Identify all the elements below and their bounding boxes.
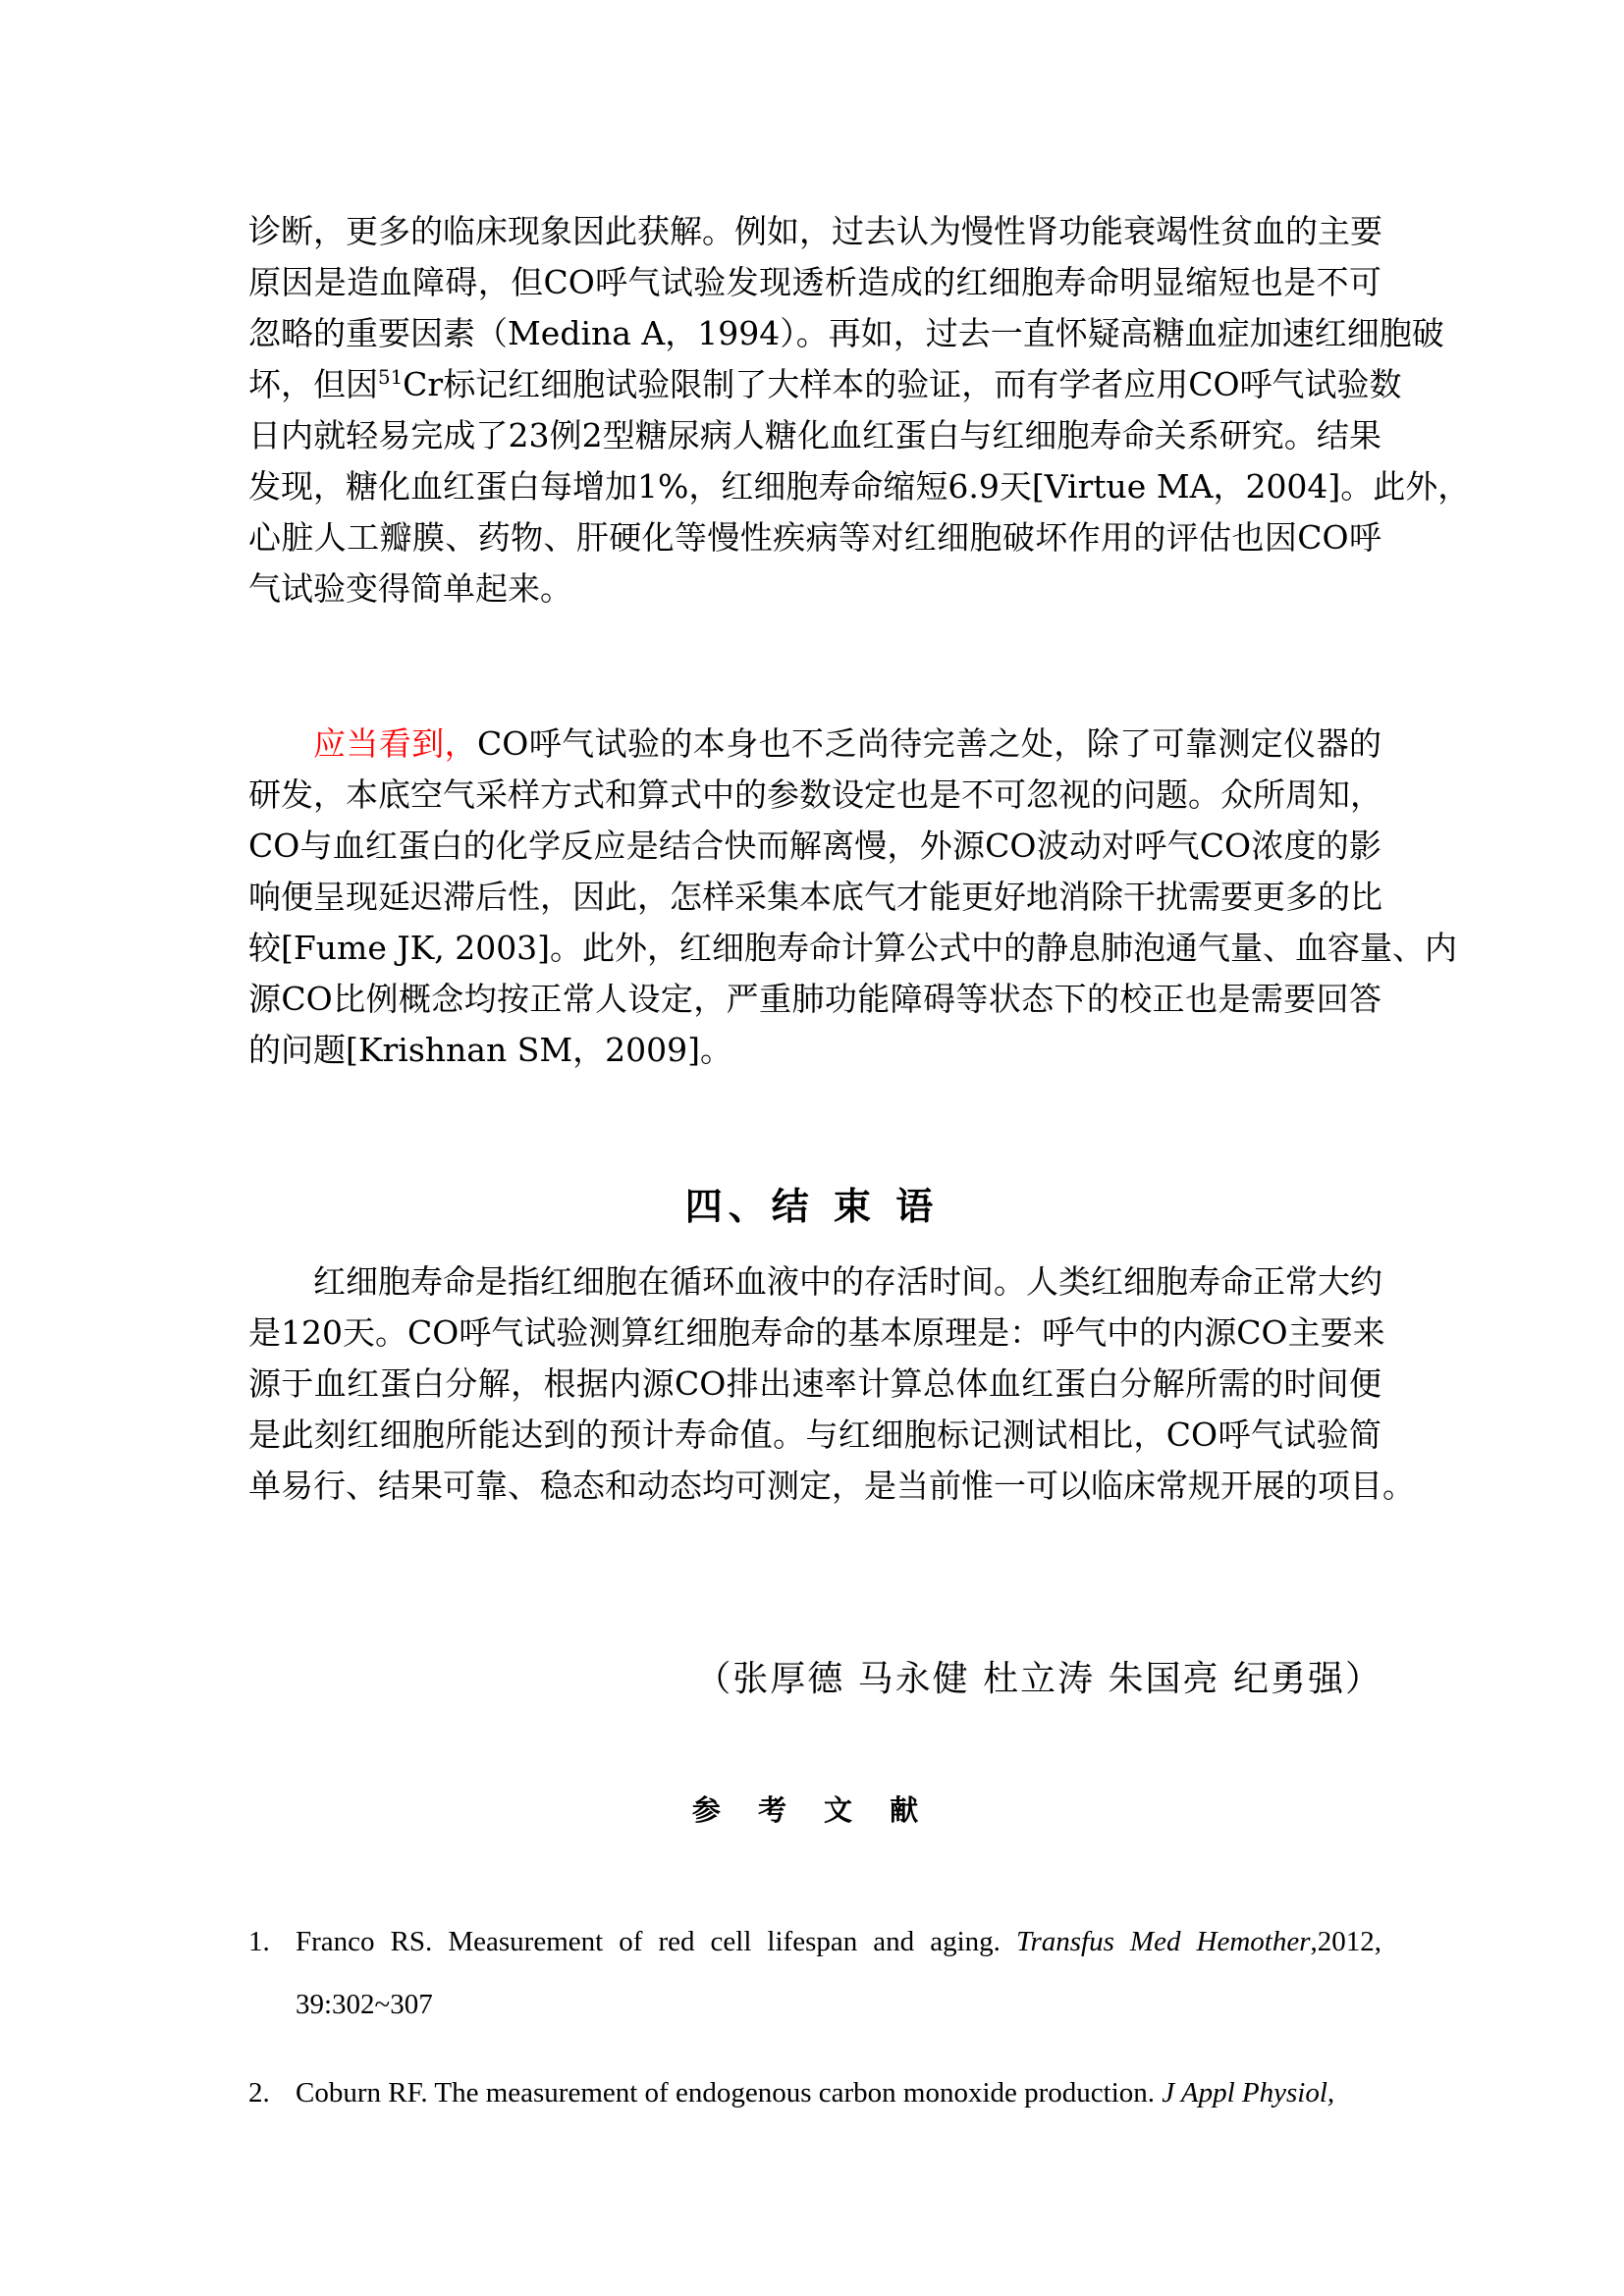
reference-item	[248, 1910, 1381, 2036]
paragraph-diagnosis	[248, 206, 1471, 614]
text-line: 忽略的重要因素（Medina A，1994）。再如，过去一直怀疑高糖血症加速红细胞破	[248, 314, 1444, 352]
paragraph-conclusion	[248, 1256, 1415, 1512]
reference-body	[248, 2061, 1381, 2124]
text-line: 较[Fume JK, 2003]。此外，红细胞寿命计算公式中的静息肺泡通气量、血容量、内	[248, 929, 1458, 967]
reference-tail: ,2012,	[1310, 1926, 1381, 1957]
reference-number: 2.	[248, 2077, 270, 2109]
text-line: 的问题[Krishnan SM，2009]。	[248, 1031, 732, 1069]
text-fragment: CO呼气试验的本身也不乏尚待完善之处，除了可靠测定仪器的	[477, 724, 1381, 763]
text-line: 源CO比例概念均按正常人设定，严重肺功能障碍等状态下的校正也是需要回答	[248, 980, 1381, 1018]
text-line: 是120天。CO呼气试验测算红细胞寿命的基本原理是：呼气中的内源CO主要来	[248, 1313, 1385, 1352]
text-line: 气试验变得简单起来。	[248, 569, 572, 608]
reference-text: Coburn RF. The measurement of endogenous carbon monoxide production.	[296, 2077, 1163, 2109]
text-line: 研发，本底空气采样方式和算式中的参数设定也是不可忽视的问题。众所周知，	[248, 775, 1382, 814]
text-line: CO与血红蛋白的化学反应是结合快而解离慢，外源CO波动对呼气CO浓度的影	[248, 827, 1381, 865]
author-list: （张厚德 马永健 杜立涛 朱国亮 纪勇强）	[695, 1659, 1382, 1699]
reference-continuation: 39:302~307	[296, 1989, 433, 2020]
references-title: 参 考 文 献	[691, 1793, 933, 1827]
reference-body	[248, 1910, 1381, 1973]
text-line: 日内就轻易完成了23例2型糖尿病人糖化血红蛋白与红细胞寿命关系研究。结果	[248, 416, 1381, 454]
text-fragment: 坏，但因	[248, 365, 378, 403]
text-line: 心脏人工瓣膜、药物、肝硬化等慢性疾病等对红细胞破坏作用的评估也因CO呼	[248, 518, 1381, 557]
paragraph-limitations	[248, 719, 1458, 1076]
text-line: 红细胞寿命是指红细胞在循环血液中的存活时间。人类红细胞寿命正常大约	[313, 1262, 1382, 1301]
section-heading: 四、结 束 语	[684, 1184, 940, 1228]
reference-line	[296, 1910, 1381, 1973]
text-line: 发现，糖化血红蛋白每增加1%，红细胞寿命缩短6.9天[Virtue MA，2004]。此外，	[248, 467, 1471, 506]
reference-journal: Transfus Med Hemother	[1015, 1926, 1311, 1957]
isotope-superscript: 51	[378, 366, 404, 389]
reference-number: 1.	[248, 1926, 270, 1957]
text-line: 诊断，更多的临床现象因此获解。例如，过去认为慢性肾功能衰竭性贫血的主要	[248, 212, 1382, 250]
text-line: 响便呈现延迟滞后性，因此，怎样采集本底气才能更好地消除干扰需要更多的比	[248, 878, 1382, 916]
text-fragment: Cr标记红细胞试验限制了大样本的验证，而有学者应用CO呼气试验数	[403, 365, 1402, 403]
text-line: 源于血红蛋白分解，根据内源CO排出速率计算总体血红蛋白分解所需的时间便	[248, 1364, 1381, 1403]
text-line	[248, 359, 1402, 410]
reference-item	[248, 2061, 1381, 2124]
reference-journal: J Appl Physiol,	[1162, 2077, 1335, 2109]
reference-text: Franco RS. Measurement of red cell lifespan and aging.	[296, 1926, 1016, 1957]
highlighted-phrase: 应当看到，	[313, 724, 478, 763]
text-line: 是此刻红细胞所能达到的预计寿命值。与红细胞标记测试相比，CO呼气试验简	[248, 1415, 1381, 1454]
text-line	[248, 719, 1381, 770]
text-line: 原因是造血障碍，但CO呼气试验发现透析造成的红细胞寿命明显缩短也是不可	[248, 263, 1381, 301]
reference-line	[296, 2061, 1381, 2124]
text-line: 单易行、结果可靠、稳态和动态均可测定，是当前惟一可以临床常规开展的项目。	[248, 1467, 1415, 1505]
